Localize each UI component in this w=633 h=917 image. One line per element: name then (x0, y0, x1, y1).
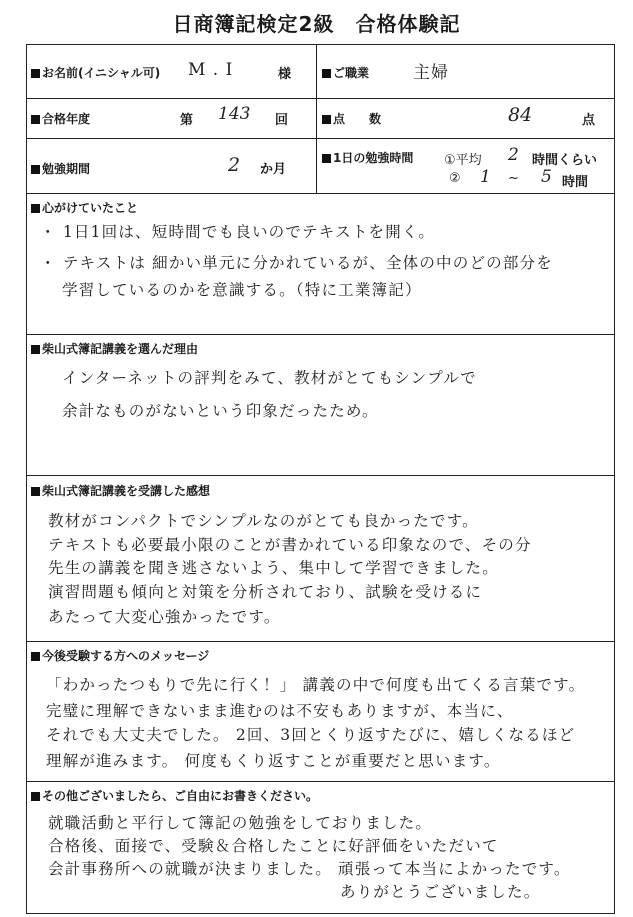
square-bullet-icon (31, 165, 40, 174)
form-frame (26, 44, 615, 914)
section-divider (26, 641, 615, 642)
reason-line: 余計なものがないという印象だったため。 (62, 402, 379, 420)
impressions-line: 教材がコンパクトでシンプルなのがとても良かったです。 (48, 512, 479, 530)
period-label: 勉強期間 (31, 160, 90, 177)
impressions-line: 演習問題も傾向と対策を分析されており、試験を受けるに (48, 583, 483, 601)
page-title: 日商簿記検定2級 合格体験記 (172, 12, 461, 36)
year-value: 143 (218, 104, 251, 124)
range-from: 1 (480, 167, 491, 187)
score-value: 84 (508, 104, 533, 126)
range-to: 5 (541, 167, 552, 187)
message-line: 理解が進みます。 何度もくり返すことが重要だと思います。 (46, 752, 501, 770)
row-divider (26, 193, 615, 194)
message-line: 完璧に理解できないまま進むのは不安もありますが、本当に、 (46, 702, 514, 720)
other-line: 就職活動と平行して簿記の勉強をしておりました。 (48, 814, 433, 832)
range-prefix: ② (449, 171, 461, 186)
other-line: 会計事務所への就職が決まりました。 頑張って本当によかったです。 (48, 860, 571, 878)
average-value: 2 (508, 145, 519, 165)
job-label: ご職業 (322, 64, 369, 81)
square-bullet-icon (31, 652, 40, 661)
section-divider (26, 475, 615, 476)
impressions-line: あたって大変心強かったです。 (48, 608, 281, 626)
message-line: それでも大丈夫でした。 2回、3回とくり返すたびに、嬉しくなるほど (46, 726, 576, 744)
square-bullet-icon (322, 69, 331, 78)
impressions-line: 先生の講義を聞き逃さないよう、集中して学習できました。 (48, 559, 499, 577)
score-label: 点 数 (322, 110, 381, 127)
square-bullet-icon (322, 115, 331, 124)
name-label: お名前(イニシャル可) (31, 64, 160, 81)
section-heading-message: 今後受験する方へのメッセージ (31, 647, 209, 664)
section-heading-impressions: 柴山式簿記講義を受講した感想 (31, 482, 210, 499)
section-heading-mindset: 心がけていたこと (31, 199, 138, 216)
mindset-line: ・ テキストは 細かい単元に分かれているが、全体の中のどの部分を (40, 254, 553, 272)
square-bullet-icon (31, 69, 40, 78)
square-bullet-icon (31, 792, 40, 801)
section-divider (26, 334, 615, 335)
name-suffix: 様 (278, 67, 292, 82)
column-divider (316, 44, 317, 194)
section-heading-other: その他ございましたら、ご自由にお書きください。 (31, 787, 318, 804)
impressions-line: テキストも必要最小限のことが書かれている印象なので、その分 (48, 536, 532, 554)
square-bullet-icon (322, 154, 331, 163)
mindset-line: ・ 1日1回は、短時間でも良いのでテキストを開く。 (40, 223, 436, 241)
year-label: 合格年度 (31, 110, 90, 127)
period-value: 2 (228, 154, 241, 176)
job-value: 主婦 (413, 63, 449, 83)
daily-hours-label: 1日の勉強時間 (322, 149, 413, 166)
row-divider (26, 98, 615, 99)
average-prefix: ①平均 (444, 153, 482, 168)
name-value: M . I (188, 60, 234, 80)
range-suffix: 時間 (562, 175, 589, 190)
range-separator: ~ (508, 171, 519, 186)
square-bullet-icon (31, 115, 40, 124)
average-suffix: 時間くらい (532, 153, 598, 168)
section-divider (26, 781, 615, 782)
reason-line: インターネットの評判をみて、教材がとてもシンプルで (62, 369, 477, 387)
other-line: 合格後、面接で、受験＆合格したことに好評価をいただいて (48, 837, 499, 855)
mindset-line: 学習しているのかを意識する。（特に工業簿記） (62, 281, 422, 299)
year-suffix: 回 (275, 113, 289, 128)
section-heading-reason: 柴山式簿記講義を選んだ理由 (31, 340, 198, 357)
message-line: 「わかったつもりで先に行く！」 講義の中で何度も出てくる言葉です。 (46, 676, 586, 694)
year-prefix: 第 (180, 113, 194, 128)
score-suffix: 点 (582, 113, 596, 128)
square-bullet-icon (31, 204, 40, 213)
square-bullet-icon (31, 345, 40, 354)
square-bullet-icon (31, 487, 40, 496)
row-divider (26, 138, 615, 139)
other-line: ありがとうございました。 (340, 883, 541, 901)
period-suffix: か月 (260, 162, 287, 177)
